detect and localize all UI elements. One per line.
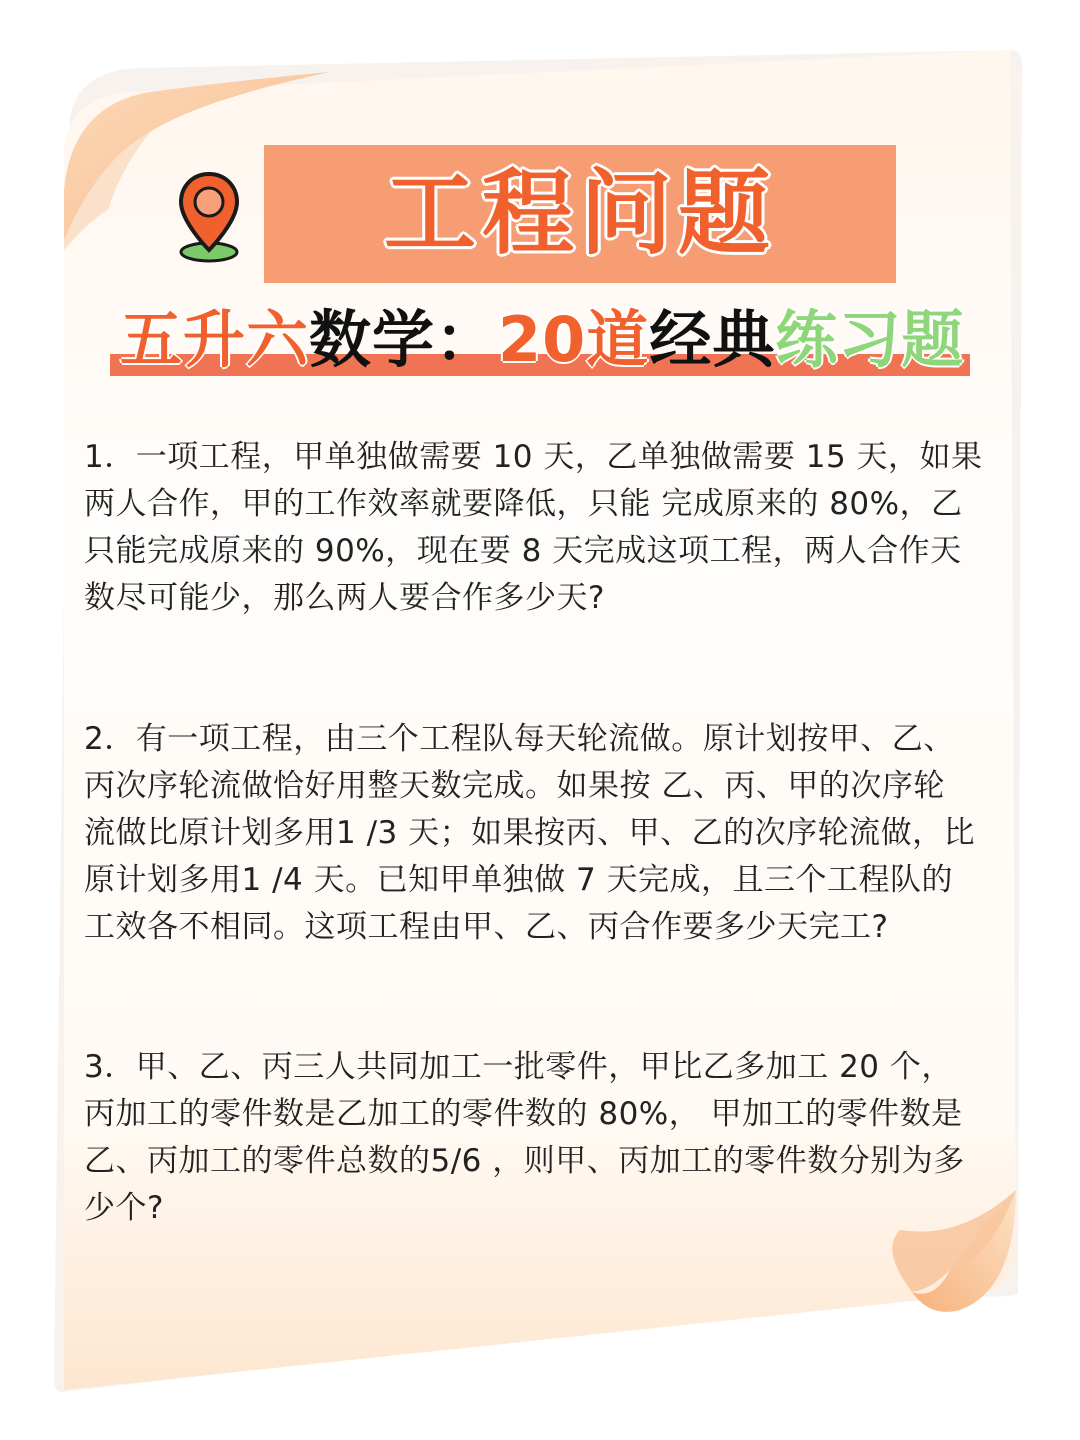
question-line: 丙加工的零件数是乙加工的零件数的 80%， 甲加工的零件数是 [84, 1096, 963, 1132]
question-line: 3．甲、乙、丙三人共同加工一批零件，甲比乙多加工 20 个， [84, 1049, 953, 1085]
question-2 [84, 716, 1000, 951]
question-line: 原计划多用1 /4 天。已知甲单独做 7 天完成，且三个工程队的 [84, 862, 954, 898]
subtitle-grade: 五升六 [120, 303, 310, 376]
subtitle-exercises: 练习题 [775, 303, 965, 376]
question-line: 1．一项工程，甲单独做需要 10 天，乙单独做需要 15 天，如果 [84, 439, 983, 475]
question-line: 丙次序轮流做恰好用整天数完成。如果按 乙、丙、甲的次序轮 [84, 768, 945, 804]
question-line: 只能完成原来的 90%，现在要 8 天完成这项工程，两人合作天 [84, 533, 962, 569]
question-line: 两人合作，甲的工作效率就要降低，只能 完成原来的 80%，乙 [84, 486, 963, 522]
question-3 [84, 1044, 1000, 1232]
question-line: 流做比原计划多用1 /3 天；如果按丙、甲、乙的次序轮流做，比 [84, 815, 976, 851]
question-line: 少个? [84, 1190, 164, 1226]
location-pin-icon [176, 170, 242, 266]
subtitle-classic: 经典 [649, 303, 776, 376]
question-line: 工效各不相同。这项工程由甲、乙、丙合作要多少天完工? [84, 909, 889, 945]
question-line: 2．有一项工程，由三个工程队每天轮流做。原计划按甲、乙、 [84, 721, 955, 757]
page-title: 工程问题 [383, 160, 776, 267]
question-1 [84, 434, 1000, 622]
title-banner [264, 145, 896, 283]
subtitle-subject: 数学： [309, 303, 499, 376]
question-line: 乙、丙加工的零件总数的5/6 ，则甲、丙加工的零件数分别为多 [84, 1143, 965, 1179]
question-line: 数尽可能少，那么两人要合作多少天? [84, 580, 605, 616]
subtitle [120, 302, 980, 378]
subtitle-count: 20道 [498, 303, 650, 376]
